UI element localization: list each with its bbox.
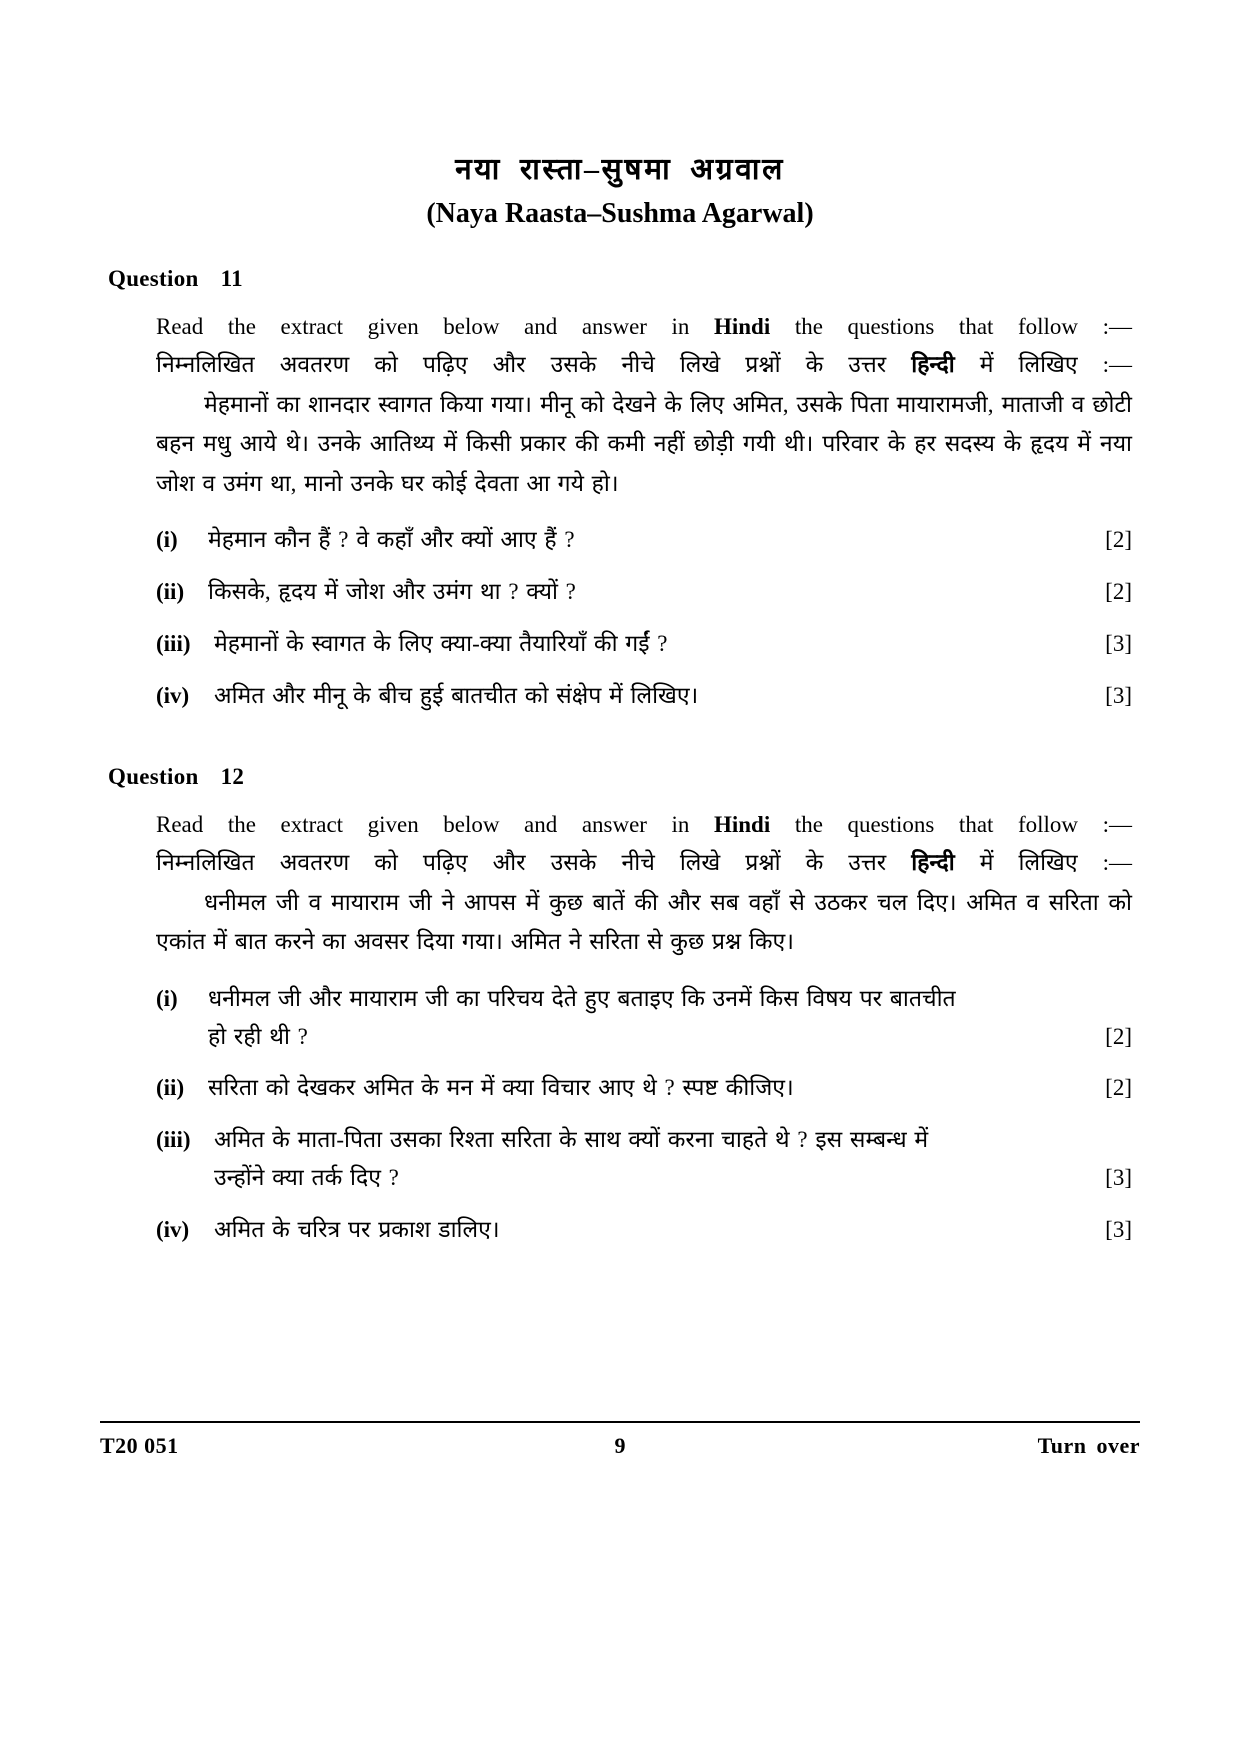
question-block-11 (108, 266, 1132, 714)
subquestion-marks: [2] (1105, 1075, 1132, 1101)
subquestion-12-i (156, 980, 1132, 1055)
subquestion-11-iii (156, 625, 1132, 663)
subquestion-12-iii (156, 1121, 1132, 1196)
subquestion-label: (iv) (156, 1216, 190, 1242)
question-label: Question (108, 764, 199, 790)
instruction-hindi-emphasis: हिन्दी (911, 849, 955, 875)
subquestion-label: (iii) (156, 1127, 191, 1153)
subquestion-marks: [3] (1105, 1216, 1132, 1242)
subquestion-12-ii (156, 1069, 1132, 1107)
paper-code: T20 051 (100, 1433, 179, 1458)
subquestion-text: सरिता को देखकर अमित के मन में क्या विचार आए थे ? स्पष्ट कीजिए। (208, 1075, 794, 1101)
subquestion-marks: [3] (1105, 682, 1132, 708)
instruction-hindi-12 (156, 844, 1132, 881)
question-number: 11 (220, 266, 243, 292)
subquestion-label: (iii) (156, 630, 191, 656)
subquestion-marks: [2] (1105, 527, 1132, 553)
instruction-english-11 (156, 308, 1132, 345)
subquestion-marks: [3] (1105, 630, 1132, 656)
turn-over-label: Turn over (1037, 1433, 1140, 1458)
page-title-roman: (Naya Raasta–Sushma Agarwal) (426, 197, 814, 229)
subquestion-text: किसके, हृदय में जोश और उमंग था ? क्यों ? (208, 579, 576, 605)
instruction-english-emphasis: Hindi (713, 314, 771, 340)
extract-passage-11: मेहमानों का शानदार स्वागत किया गया। मीनू को देखने के लिए अमित, उसके पिता मायारामजी, माताजी व छोटी बहन मधु आये थे। उनके आतिथ्य में किसी प्रकार की कमी नहीं छोड़ी गयी थी। परिवार के हर सदस्य के हृदय में नया जोश व उमंग था, मानो उनके घर कोई देवता आ गये हो। (156, 391, 1132, 496)
subquestion-text: मेहमानों के स्वागत के लिए क्या-क्या तैयारियाँ की गईं ? (214, 630, 668, 656)
question-heading-12 (108, 764, 1132, 790)
subquestion-label: (ii) (156, 1075, 185, 1101)
instruction-hindi-post: में लिखिए :— (954, 849, 1132, 875)
instruction-english-pre: Read the extract given below and answer in (156, 812, 714, 838)
instruction-hindi-pre: निम्नलिखित अवतरण को पढ़िए और उसके नीचे लिखे प्रश्नों के उत्तर (156, 849, 912, 875)
instruction-english-pre: Read the extract given below and answer in (156, 314, 714, 340)
subquestion-text: अमित और मीनू के बीच हुई बातचीत को संक्षेप में लिखिए। (214, 682, 699, 708)
instruction-english-post: the questions that follow :— (770, 812, 1132, 838)
subquestion-text-line2: उन्होंने क्या तर्क दिए ? (214, 1164, 399, 1190)
subquestion-marks: [2] (1105, 579, 1132, 605)
subquestion-marks: [2] (1105, 1023, 1132, 1049)
instruction-english-12 (156, 806, 1132, 843)
instruction-hindi-11 (156, 346, 1132, 383)
subquestion-12-iv (156, 1211, 1132, 1249)
page-footer (100, 1421, 1140, 1459)
subquestion-11-iv (156, 677, 1132, 715)
subquestion-label: (ii) (156, 579, 185, 605)
subquestion-11-ii (156, 573, 1132, 611)
subquestion-11-i (156, 521, 1132, 559)
instruction-hindi-emphasis: हिन्दी (911, 351, 955, 377)
question-block-12 (108, 764, 1132, 1248)
instruction-hindi-post: में लिखिए :— (954, 351, 1132, 377)
subquestion-text (208, 980, 1070, 1055)
page-number: 9 (614, 1433, 626, 1458)
subquestion-text (214, 1121, 1070, 1196)
subquestion-text: मेहमान कौन हैं ? वे कहाँ और क्यों आए हैं ? (208, 527, 575, 553)
question-heading-11 (108, 266, 1132, 292)
instruction-english-emphasis: Hindi (713, 812, 771, 838)
subquestion-label: (iv) (156, 682, 190, 708)
subquestion-text: अमित के चरित्र पर प्रकाश डालिए। (214, 1216, 500, 1242)
instruction-hindi-pre: निम्नलिखित अवतरण को पढ़िए और उसके नीचे लिखे प्रश्नों के उत्तर (156, 351, 912, 377)
subquestion-marks: [3] (1105, 1164, 1132, 1190)
subquestion-label: (i) (156, 527, 178, 553)
footer-divider (100, 1421, 1140, 1423)
page-title-hindi: नया रास्ता–सुषमा अग्रवाल (455, 153, 785, 186)
subquestion-text-line1: धनीमल जी और मायाराम जी का परिचय देते हुए बताइए कि उनमें किस विषय पर बातचीत (208, 985, 956, 1011)
instruction-english-post: the questions that follow :— (770, 314, 1132, 340)
subquestion-text-line1: अमित के माता-पिता उसका रिश्ता सरिता के साथ क्यों करना चाहते थे ? इस सम्बन्ध में (214, 1127, 929, 1153)
subquestion-label: (i) (156, 985, 178, 1011)
question-number: 12 (220, 764, 245, 790)
subquestion-text-line2: हो रही थी ? (208, 1023, 308, 1049)
extract-passage-12: धनीमल जी व मायाराम जी ने आपस में कुछ बातें की और सब वहाँ से उठकर चल दिए। अमित व सरिता को एकांत में बात करने का अवसर दिया गया। अमित ने सरिता से कुछ प्रश्न किए। (156, 889, 1132, 955)
question-label: Question (108, 266, 199, 292)
